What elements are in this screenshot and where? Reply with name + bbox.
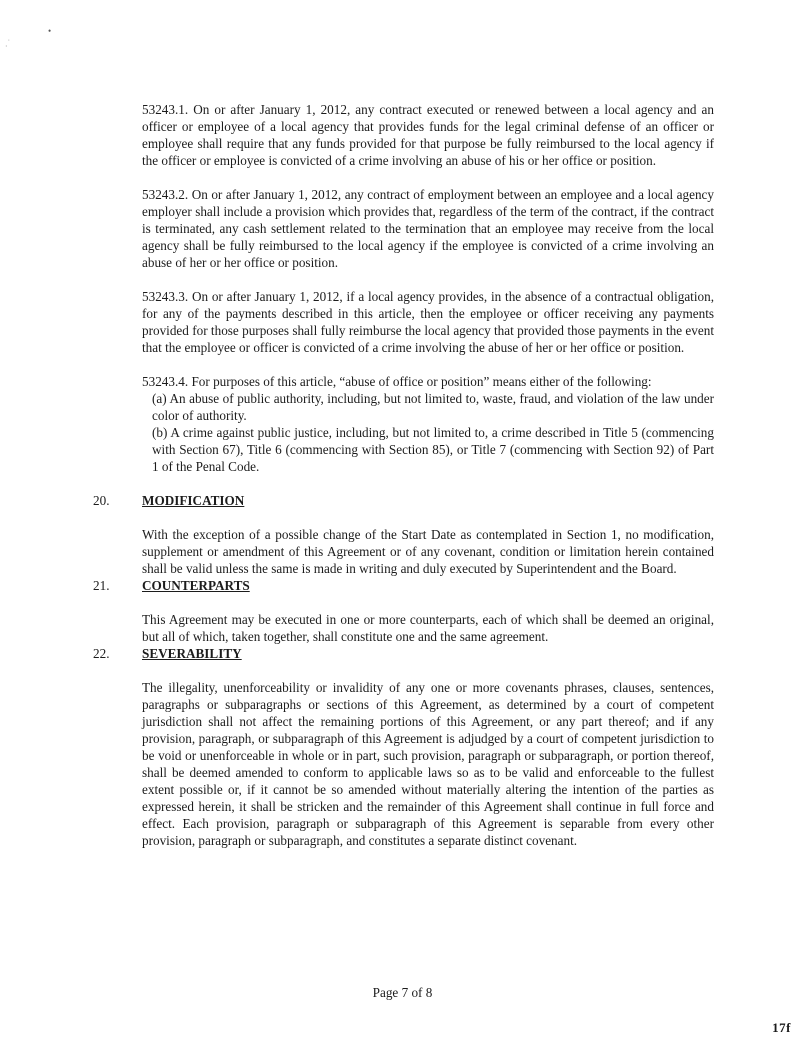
- paragraph-53243-1: 53243.1. On or after January 1, 2012, any contract executed or renewed between a local agency and an officer or employee of a local agency that provides funds for the legal criminal defense of an officer or employee shall require that any funds provided for that purpose be fully reimbursed to the local agency if the officer or employee is convicted of a crime involving an abuse of his or her office or position.: [142, 102, 714, 168]
- section-body: This Agreement may be executed in one or more counterparts, each of which shall be deemed an original, but all of which, taken together, shall constitute one and the same agreement.: [142, 612, 714, 644]
- section-modification: [93, 492, 714, 577]
- paragraph-53243-4-item-b: (b) A crime against public justice, including, but not limited to, a crime described in Title 5 (commencing with Section 67), Title 6 (commencing with Section 85), or Title 7 (commencing with Section 92) of Part 1 of the Penal Code.: [152, 425, 714, 474]
- section-counterparts: [93, 577, 714, 645]
- page-footer: Page 7 of 8: [372, 985, 433, 1000]
- paragraph-53243-2: 53243.2. On or after January 1, 2012, any contract of employment between an employee and a local agency employer shall include a provision which provides that, regardless of the term of the contract, if the contract is terminated, any cash settlement related to the termination that an employee may receive from the local agency shall be fully reimbursed to the local agency if the employee is convicted of a crime involving an abuse of her or her office or position.: [142, 187, 714, 270]
- document-body: [93, 101, 714, 849]
- section-number: 21.: [93, 578, 110, 593]
- paragraph-53243-4-intro: 53243.4. For purposes of this article, “abuse of office or position” means either of the following:: [142, 374, 652, 389]
- paragraph-53243-4: [142, 373, 714, 475]
- page-mark: 17f: [772, 1020, 791, 1035]
- section-title: MODIFICATION: [142, 493, 245, 508]
- paragraph-53243-4-item-a: (a) An abuse of public authority, including, but not limited to, waste, fraud, and violation of the law under color of authority.: [152, 391, 714, 423]
- section-title: COUNTERPARTS: [142, 578, 250, 593]
- scan-speck: •: [48, 26, 52, 36]
- section-severability: [93, 645, 714, 849]
- section-number: 22.: [93, 646, 110, 661]
- paragraph-53243-3: 53243.3. On or after January 1, 2012, if a local agency provides, in the absence of a contractual obligation, for any of the payments described in this article, then the employee or officer receiving any payments provided for those purposes shall fully reimburse the local agency that provided those payments in the event that the employee or officer is convicted of a crime involving the abuse of her or her office or position.: [142, 289, 714, 355]
- section-body: The illegality, unenforceability or invalidity of any one or more covenants phrases, clauses, sentences, paragraphs or subparagraphs or sections of this Agreement, as determined by a court of competent jurisdiction shall not affect the remaining portions of this Agreement, or any part thereof; and if any provision, paragraph, or subparagraph of this Agreement is adjudged by a court of competent jurisdiction to be void or unenforceable in whole or in part, such provision, paragraph or subparagraph, or portion thereof, shall be deemed amended to conform to applicable laws so as to be valid and enforceable to the fullest extent possible or, if it cannot be so amended without materially altering the intention of the parties as expressed herein, it shall be stricken and the remainder of this Agreement shall continue in full force and effect. Each provision, paragraph or subparagraph of this Agreement is separable from every other provision, paragraph or subparagraph, and constitutes a separate distinct covenant.: [142, 680, 714, 848]
- section-title: SEVERABILITY: [142, 646, 242, 661]
- scan-speck: ⸒˙: [5, 38, 11, 47]
- section-body: With the exception of a possible change of the Start Date as contemplated in Section 1, no modification, supplement or amendment of this Agreement or of any covenant, condition or limitation herein contained shall be valid unless the same is made in writing and duly executed by Superintendent and the Board.: [142, 527, 714, 576]
- section-number: 20.: [93, 493, 110, 508]
